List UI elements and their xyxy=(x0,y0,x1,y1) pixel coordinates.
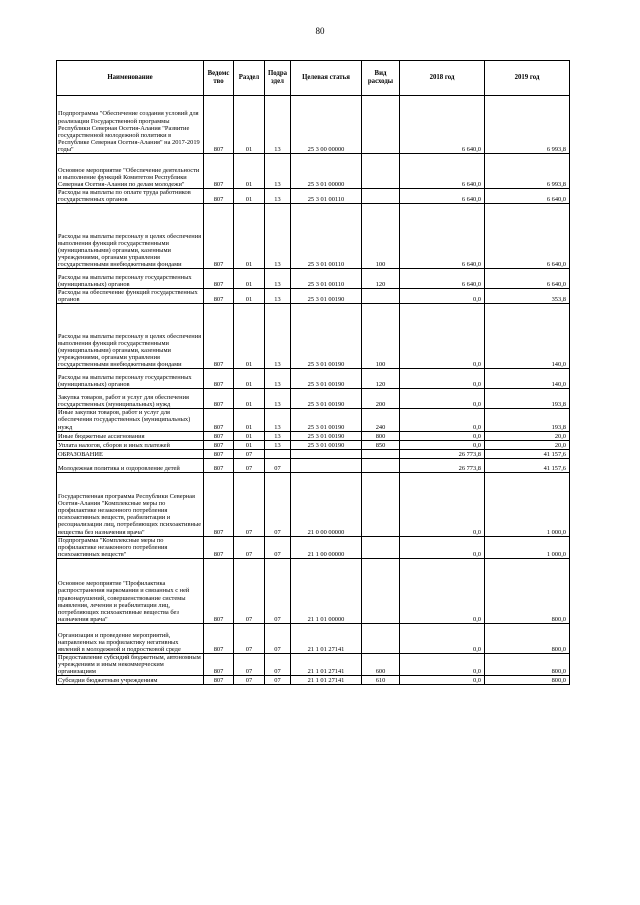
row-2018: 6 640,0 xyxy=(400,269,485,289)
row-2018: 6 640,0 xyxy=(400,204,485,269)
row-razdel: 01 xyxy=(234,189,265,204)
row-name: Расходы на обеспечение функций государственных органов xyxy=(57,289,204,304)
row-celevaya-statya: 25 3 01 00190 xyxy=(291,440,362,449)
row-vedomstvo: 807 xyxy=(204,676,234,685)
row-razdel: 01 xyxy=(234,409,265,431)
row-razdel: 01 xyxy=(234,96,265,154)
row-vid-rashodov: 610 xyxy=(362,676,400,685)
row-vid-rashodov: 240 xyxy=(362,409,400,431)
row-name: Уплата налогов, сборов и иных платежей xyxy=(57,440,204,449)
header-razdel: Раздел xyxy=(234,61,265,96)
row-vedomstvo: 807 xyxy=(204,472,234,536)
row-celevaya-statya: 25 3 01 00110 xyxy=(291,189,362,204)
row-2019: 41 157,6 xyxy=(485,458,570,472)
row-vedomstvo: 807 xyxy=(204,536,234,558)
row-podrazdel: 13 xyxy=(265,389,291,409)
row-razdel: 01 xyxy=(234,304,265,369)
row-vedomstvo: 807 xyxy=(204,289,234,304)
row-vid-rashodov xyxy=(362,458,400,472)
table-row xyxy=(57,449,570,458)
row-celevaya-statya xyxy=(291,449,362,458)
row-2019: 353,8 xyxy=(485,289,570,304)
row-podrazdel: 07 xyxy=(265,623,291,653)
row-razdel: 07 xyxy=(234,653,265,675)
row-celevaya-statya: 25 3 01 00110 xyxy=(291,269,362,289)
row-2019: 800,0 xyxy=(485,653,570,675)
header-name: Наименование xyxy=(57,61,204,96)
row-celevaya-statya: 25 3 00 00000 xyxy=(291,96,362,154)
table-row xyxy=(57,189,570,204)
row-vid-rashodov: 600 xyxy=(362,653,400,675)
row-razdel: 07 xyxy=(234,623,265,653)
row-celevaya-statya xyxy=(291,458,362,472)
row-podrazdel: 13 xyxy=(265,409,291,431)
row-podrazdel: 13 xyxy=(265,440,291,449)
row-2018: 0,0 xyxy=(400,431,485,440)
table-row xyxy=(57,269,570,289)
row-name: Расходы на выплаты персоналу в целях обеспечения выполнения функций государственными (муниципальными) органами, казенными учреждениями, органами управления государственными внебюджетными фондами xyxy=(57,304,204,369)
row-2018: 6 640,0 xyxy=(400,154,485,189)
row-2019: 800,0 xyxy=(485,623,570,653)
row-2018: 0,0 xyxy=(400,653,485,675)
row-podrazdel: 13 xyxy=(265,96,291,154)
row-podrazdel: 07 xyxy=(265,653,291,675)
row-podrazdel: 07 xyxy=(265,536,291,558)
row-celevaya-statya: 25 3 01 00190 xyxy=(291,304,362,369)
row-podrazdel: 13 xyxy=(265,269,291,289)
header-2018: 2018 год xyxy=(400,61,485,96)
header-podrazdel: Подра здел xyxy=(265,61,291,96)
row-2019: 800,0 xyxy=(485,676,570,685)
row-razdel: 07 xyxy=(234,472,265,536)
row-2018: 26 773,8 xyxy=(400,449,485,458)
row-vid-rashodov: 100 xyxy=(362,304,400,369)
row-2019: 800,0 xyxy=(485,558,570,623)
row-vid-rashodov: 200 xyxy=(362,389,400,409)
row-vedomstvo: 807 xyxy=(204,458,234,472)
budget-table xyxy=(56,60,570,685)
row-name: Иные закупки товаров, работ и услуг для обеспечения государственных (муниципальных) нужд xyxy=(57,409,204,431)
row-vid-rashodov xyxy=(362,96,400,154)
row-name: Организация и проведение мероприятий, направленных на профилактику негативных явлений в молодежной и подростковой среде xyxy=(57,623,204,653)
row-celevaya-statya: 21 1 01 27141 xyxy=(291,676,362,685)
row-podrazdel: 13 xyxy=(265,204,291,269)
table-row xyxy=(57,154,570,189)
row-razdel: 01 xyxy=(234,369,265,389)
row-name: Расходы на выплаты персоналу в целях обеспечения выполнения функций государственными (муниципальными) органами, казенными учреждениями, органами управления государственными внебюджетными фондами xyxy=(57,204,204,269)
row-vid-rashodov xyxy=(362,189,400,204)
row-vedomstvo: 807 xyxy=(204,431,234,440)
row-2019: 20,0 xyxy=(485,440,570,449)
table-row xyxy=(57,96,570,154)
row-2018: 26 773,8 xyxy=(400,458,485,472)
table-row xyxy=(57,369,570,389)
row-name: Расходы на выплаты по оплате труда работников государственных органов xyxy=(57,189,204,204)
row-vedomstvo: 807 xyxy=(204,653,234,675)
row-vid-rashodov: 120 xyxy=(362,269,400,289)
row-vedomstvo: 807 xyxy=(204,369,234,389)
row-vid-rashodov xyxy=(362,289,400,304)
row-celevaya-statya: 25 3 01 00110 xyxy=(291,204,362,269)
table-row xyxy=(57,440,570,449)
row-vedomstvo: 807 xyxy=(204,409,234,431)
row-razdel: 07 xyxy=(234,458,265,472)
row-celevaya-statya: 25 3 01 00000 xyxy=(291,154,362,189)
row-name: ОБРАЗОВАНИЕ xyxy=(57,449,204,458)
row-2019: 6 993,8 xyxy=(485,154,570,189)
row-podrazdel: 13 xyxy=(265,369,291,389)
table-row xyxy=(57,289,570,304)
row-2018: 0,0 xyxy=(400,558,485,623)
table-row xyxy=(57,431,570,440)
row-2019: 6 993,8 xyxy=(485,96,570,154)
row-2019: 6 640,0 xyxy=(485,269,570,289)
row-name: Основное мероприятие "Обеспечение деятельности и выполнение функций Комитетом Республики Северная Осетия-Алания по делам молодежи" xyxy=(57,154,204,189)
row-vid-rashodov: 100 xyxy=(362,204,400,269)
row-name: Подпрограмма "Обеспечение создания условий для реализации Государственной программы Республики Северная Осетия-Алания "Развитие государственной молодежной политики в Республике Северная Осетия-Алания" на 2017-2019 годы" xyxy=(57,96,204,154)
row-celevaya-statya: 21 0 00 00000 xyxy=(291,472,362,536)
table-row xyxy=(57,204,570,269)
row-2018: 0,0 xyxy=(400,623,485,653)
row-2019: 1 000,0 xyxy=(485,472,570,536)
row-vedomstvo: 807 xyxy=(204,154,234,189)
header-2019: 2019 год xyxy=(485,61,570,96)
row-podrazdel: 07 xyxy=(265,676,291,685)
row-name: Предоставление субсидий бюджетным, автономным учреждениям и иным некоммерческим организациям xyxy=(57,653,204,675)
row-vid-rashodov xyxy=(362,558,400,623)
row-2019: 140,0 xyxy=(485,369,570,389)
table-row xyxy=(57,623,570,653)
row-podrazdel: 07 xyxy=(265,558,291,623)
row-razdel: 01 xyxy=(234,289,265,304)
row-celevaya-statya: 25 3 01 00190 xyxy=(291,409,362,431)
row-podrazdel: 13 xyxy=(265,154,291,189)
header-celevaya-statya: Целевая статья xyxy=(291,61,362,96)
header-vid-rashodov: Вид расходы xyxy=(362,61,400,96)
row-vedomstvo: 807 xyxy=(204,96,234,154)
row-celevaya-statya: 21 1 00 00000 xyxy=(291,536,362,558)
row-celevaya-statya: 25 3 01 00190 xyxy=(291,369,362,389)
row-razdel: 01 xyxy=(234,269,265,289)
row-2018: 0,0 xyxy=(400,536,485,558)
row-2019: 193,8 xyxy=(485,389,570,409)
row-2018: 0,0 xyxy=(400,369,485,389)
row-podrazdel: 13 xyxy=(265,431,291,440)
row-2019: 1 000,0 xyxy=(485,536,570,558)
row-podrazdel: 07 xyxy=(265,458,291,472)
row-razdel: 01 xyxy=(234,204,265,269)
row-vedomstvo: 807 xyxy=(204,449,234,458)
row-name: Государственная программа Республики Северная Осетия-Алания "Комплексные меры по профилактике незаконного потребления психоактивных веществ, реабилитации и ресоциализации лиц, потребляющих психоактивные вещества без назначения врача" xyxy=(57,472,204,536)
row-name: Иные бюджетные ассигнования xyxy=(57,431,204,440)
row-vid-rashodov: 850 xyxy=(362,440,400,449)
row-vid-rashodov: 800 xyxy=(362,431,400,440)
row-razdel: 01 xyxy=(234,154,265,189)
table-row xyxy=(57,472,570,536)
row-2018: 6 640,0 xyxy=(400,189,485,204)
row-2019: 41 157,6 xyxy=(485,449,570,458)
row-2019: 6 640,0 xyxy=(485,204,570,269)
table-row xyxy=(57,653,570,675)
row-vid-rashodov xyxy=(362,154,400,189)
table-row xyxy=(57,304,570,369)
row-vid-rashodov xyxy=(362,472,400,536)
row-celevaya-statya: 25 3 01 00190 xyxy=(291,389,362,409)
row-2018: 0,0 xyxy=(400,440,485,449)
row-razdel: 07 xyxy=(234,676,265,685)
table-row xyxy=(57,389,570,409)
row-name: Расходы на выплаты персоналу государственных (муниципальных) органов xyxy=(57,369,204,389)
table-row xyxy=(57,458,570,472)
row-podrazdel: 13 xyxy=(265,304,291,369)
row-2018: 0,0 xyxy=(400,389,485,409)
table-row xyxy=(57,409,570,431)
row-2018: 0,0 xyxy=(400,676,485,685)
row-2018: 0,0 xyxy=(400,304,485,369)
row-vedomstvo: 807 xyxy=(204,440,234,449)
row-2019: 193,8 xyxy=(485,409,570,431)
row-razdel: 07 xyxy=(234,536,265,558)
row-2019: 140,0 xyxy=(485,304,570,369)
row-vedomstvo: 807 xyxy=(204,189,234,204)
row-podrazdel: 13 xyxy=(265,289,291,304)
row-name: Расходы на выплаты персоналу государственных (муниципальных) органов xyxy=(57,269,204,289)
row-name: Подпрограмма "Комплексные меры по профилактике незаконного потребления психоактивных веществ" xyxy=(57,536,204,558)
row-vedomstvo: 807 xyxy=(204,304,234,369)
row-2018: 6 640,0 xyxy=(400,96,485,154)
row-vid-rashodov xyxy=(362,449,400,458)
row-2019: 6 640,0 xyxy=(485,189,570,204)
page-number: 80 xyxy=(315,26,325,36)
row-razdel: 01 xyxy=(234,389,265,409)
row-razdel: 01 xyxy=(234,440,265,449)
row-name: Основное мероприятие "Профилактика распространения наркомании и связанных с ней правонарушений, совершенствование системы выявления, лечения и реабилитации лиц, потребляющих психоактивные вещества без назначения врача" xyxy=(57,558,204,623)
row-2018: 0,0 xyxy=(400,472,485,536)
row-2018: 0,0 xyxy=(400,289,485,304)
row-vedomstvo: 807 xyxy=(204,204,234,269)
row-podrazdel: 07 xyxy=(265,472,291,536)
row-vid-rashodov xyxy=(362,536,400,558)
table-row xyxy=(57,558,570,623)
row-vedomstvo: 807 xyxy=(204,623,234,653)
row-vid-rashodov xyxy=(362,623,400,653)
row-celevaya-statya: 21 1 01 27141 xyxy=(291,653,362,675)
row-name: Закупка товаров, работ и услуг для обеспечения государственных (муниципальных) нужд xyxy=(57,389,204,409)
row-2018: 0,0 xyxy=(400,409,485,431)
row-podrazdel xyxy=(265,449,291,458)
row-name: Субсидии бюджетным учреждениям xyxy=(57,676,204,685)
row-razdel: 01 xyxy=(234,431,265,440)
row-razdel: 07 xyxy=(234,558,265,623)
row-vedomstvo: 807 xyxy=(204,389,234,409)
table-header-row xyxy=(57,61,570,96)
row-name: Молодежная политика и оздоровление детей xyxy=(57,458,204,472)
row-razdel: 07 xyxy=(234,449,265,458)
row-vid-rashodov: 120 xyxy=(362,369,400,389)
header-vedomstvo: Ведомс тво xyxy=(204,61,234,96)
row-celevaya-statya: 21 1 01 27141 xyxy=(291,623,362,653)
row-vedomstvo: 807 xyxy=(204,269,234,289)
row-celevaya-statya: 25 3 01 00190 xyxy=(291,289,362,304)
row-vedomstvo: 807 xyxy=(204,558,234,623)
row-celevaya-statya: 21 1 01 00000 xyxy=(291,558,362,623)
row-celevaya-statya: 25 3 01 00190 xyxy=(291,431,362,440)
table-row xyxy=(57,676,570,685)
table-row xyxy=(57,536,570,558)
row-podrazdel: 13 xyxy=(265,189,291,204)
row-2019: 20,0 xyxy=(485,431,570,440)
